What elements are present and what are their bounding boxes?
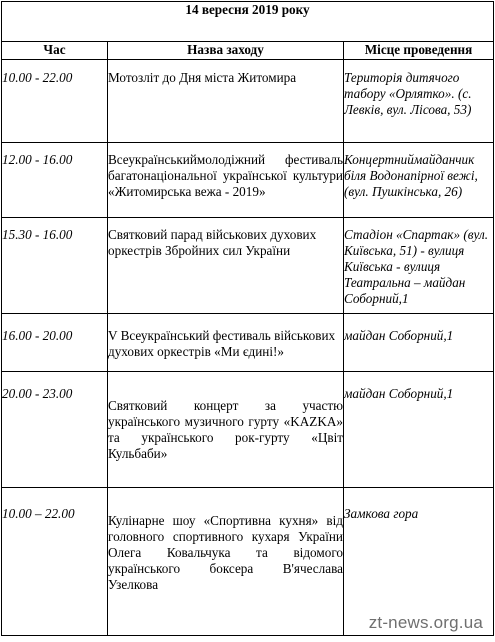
- table-row: [2, 314, 494, 372]
- row-time: 12.00 - 16.00: [2, 143, 108, 218]
- row-place: майдан Соборний,1: [344, 372, 494, 488]
- table-row: [2, 143, 494, 218]
- header-place: Місце проведення: [344, 42, 494, 60]
- row-place: Концертниймайданчик біля Водонапірної вежі, (вул. Пушкінська, 26): [344, 143, 494, 218]
- header-event: Назва заходу: [108, 42, 344, 60]
- row-event: Кулінарне шоу «Спортивна кухня» від головного спортивного кухаря України Олега Ковальчука та відомого українського боксера В'ячеслава Узелкова: [108, 488, 344, 636]
- row-time: 15.30 - 16.00: [2, 218, 108, 314]
- table-row: [2, 218, 494, 314]
- row-event: Святковий парад військових духових оркестрів Збройних сил України: [108, 218, 344, 314]
- row-time: 16.00 - 20.00: [2, 314, 108, 372]
- date-row: [2, 2, 494, 42]
- row-event: Мотозліт до Дня міста Житомира: [108, 60, 344, 143]
- row-time: 20.00 - 23.00: [2, 372, 108, 488]
- watermark-text: zt-news.org.ua: [368, 613, 483, 632]
- table-row: [2, 372, 494, 488]
- row-place: Територія дитячого табору «Орлятко». (с. Левків, вул. Лісова, 53): [344, 60, 494, 143]
- schedule-table: [1, 1, 494, 636]
- row-place: майдан Соборний,1: [344, 314, 494, 372]
- header-row: [2, 42, 494, 60]
- row-time: 10.00 - 22.00: [2, 60, 108, 143]
- row-time: 10.00 – 22.00: [2, 488, 108, 636]
- row-event: Всеукраїнськиймолодіжний фестиваль багатонаціональної української культури «Житомирська вежа - 2019»: [108, 143, 344, 218]
- date-title: 14 вересня 2019 року: [2, 2, 494, 42]
- row-event: Святковий концерт за участю українського музичного гурту «KAZKA» та українського рок-гурту «Цвіт Кульбаби»: [108, 372, 344, 488]
- row-event: V Всеукраїнський фестиваль військових духових оркестрів «Ми єдині!»: [108, 314, 344, 372]
- table-row: [2, 60, 494, 143]
- row-place: Замкова гора: [344, 488, 494, 636]
- row-place: Стадіон «Спартак» (вул. Київська, 51) - вулиця Київська - вулиця Театральна – майдан Соборний,1: [344, 218, 494, 314]
- header-time: Час: [2, 42, 108, 60]
